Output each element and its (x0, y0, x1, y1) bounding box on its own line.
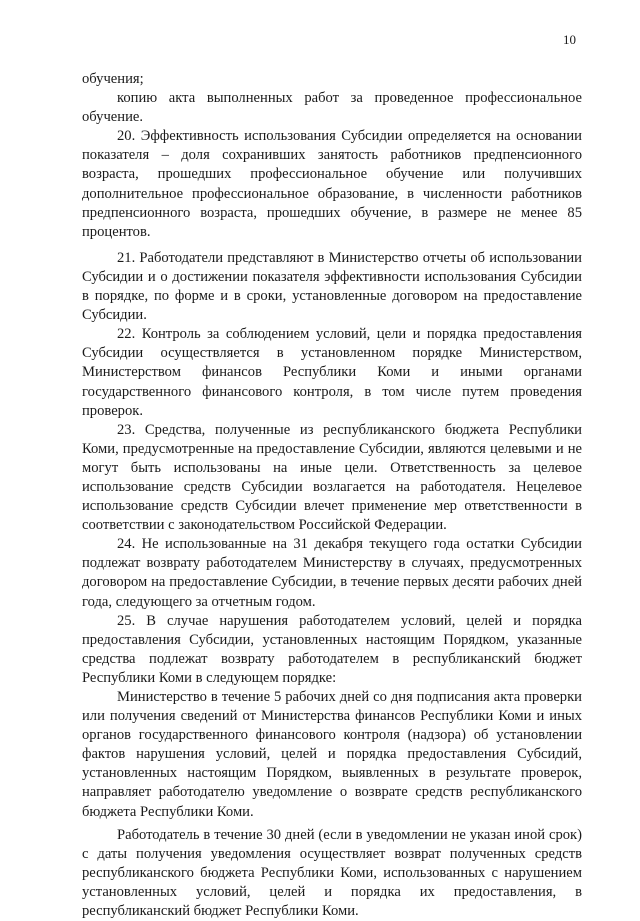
paragraph-continuation: обучения; (82, 71, 144, 87)
paragraph-24: 24. Не использованные на 31 декабря текущего года остатки Субсидии подлежат возврату работодателем Министерству в случаях, предусмотренных договором на предоставление Субсидии, в течение первых десяти рабочих дней года, следующего за отчетным годом. (82, 536, 582, 610)
page-number: 10 (563, 32, 576, 47)
paragraph-21: 21. Работодатели представляют в Министерство отчеты об использовании Субсидии и о достижении показателя эффективности использования Субсидии в порядке, по форме и в сроки, установленные договором на предоставление Субсидии. (82, 249, 582, 324)
paragraph-employer-return: Работодатель в течение 30 дней (если в уведомлении не указан иной срок) с даты получения уведомления осуществляет возврат полученных средств республиканского бюджета Республики Коми, использованных с нарушением установленных условий, целей и порядка их предоставления, в республиканский бюджет Республики Коми. (82, 826, 582, 920)
paragraph-act-copy: копию акта выполненных работ за проведенное профессиональное обучение. (82, 90, 582, 126)
paragraph-22: 22. Контроль за соблюдением условий, цели и порядка предоставления Субсидии осуществляется в установленном порядке Министерством, Министерством финансов Республики Коми и иными органами государственного финансового контроля, в том числе путем проведения проверок. (82, 326, 582, 419)
document-body (82, 70, 582, 921)
paragraph-ministry-procedure: Министерство в течение 5 рабочих дней со дня подписания акта проверки или получения сведений от Министерства финансов Республики Коми и иных органов государственного финансового контроля (надзора) об установлении фактов нарушения условий, целей и порядка предоставления Субсидий, установленных настоящим Порядком, выявленных в результате проверок, направляет работодателю уведомление о возврате средств республиканского бюджета Республики Коми. (82, 689, 582, 820)
paragraph-20: 20. Эффективность использования Субсидии определяется на основании показателя – доля сохранивших занятость работников предпенсионного возраста, прошедших профессиональное обучение или получивших дополнительное профессиональное образование, в численности работников предпенсионного возраста, прошедших обучение, в размере не менее 85 процентов. (82, 128, 582, 240)
paragraph-25: 25. В случае нарушения работодателем условий, целей и порядка предоставления Субсидии, установленных настоящим Порядком, указанные средства подлежат возврату работодателем в республиканский бюджет Республики Коми в следующем порядке: (82, 612, 582, 686)
paragraph-23: 23. Средства, полученные из республиканского бюджета Республики Коми, предусмотренные на предоставление Субсидии, являются целевыми и не могут быть использованы на иные цели. Ответственность за целевое использование средств Субсидии возлагается на работодателя. Нецелевое использование средств Субсидии влечет применение мер ответственности в соответствии с законодательством Российской Федерации. (82, 421, 582, 534)
